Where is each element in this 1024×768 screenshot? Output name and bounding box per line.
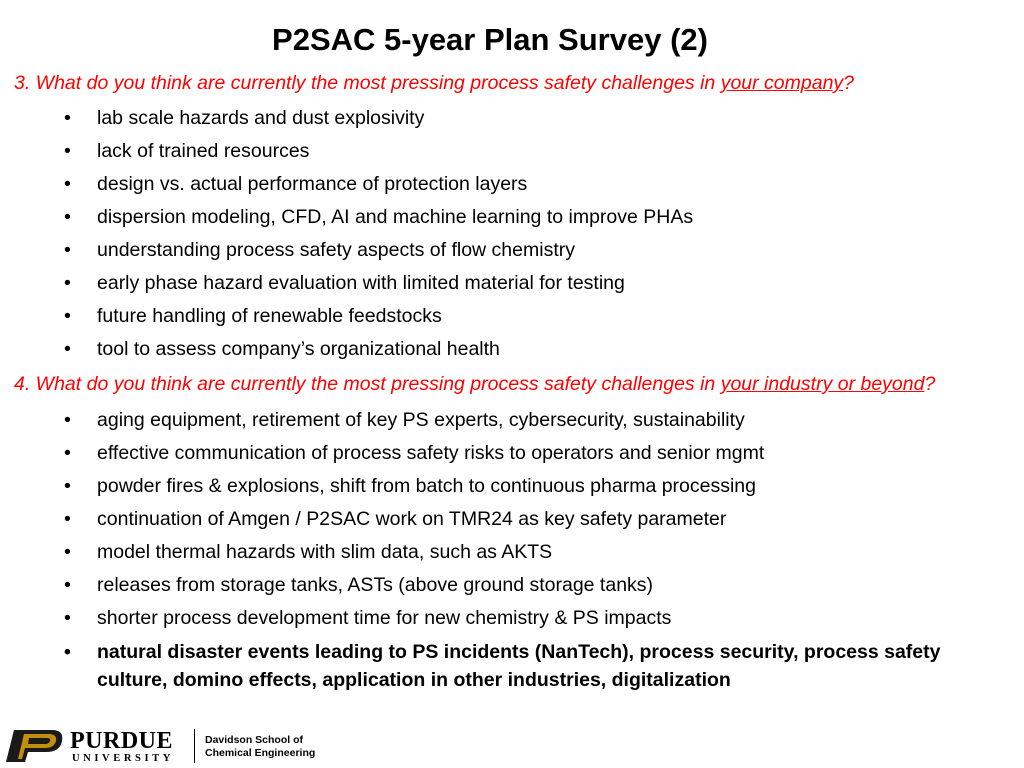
bullet-icon: •: [64, 409, 71, 431]
list-item: [0, 602, 1012, 635]
footer-logo: [0, 725, 320, 767]
answer-text: continuation of Amgen / P2SAC work on TMR24 as key safety parameter: [97, 508, 727, 530]
answer-text: lab scale hazards and dust explosivity: [97, 107, 425, 129]
bullet-icon: •: [64, 239, 71, 261]
question-3-emphasis: your company: [720, 72, 844, 94]
question-3-answers: [0, 102, 1024, 366]
bullet-icon: •: [64, 272, 71, 294]
answer-text: model thermal hazards with slim data, such as AKTS: [97, 541, 553, 563]
list-item: [0, 168, 1012, 201]
bullet-icon: •: [64, 541, 71, 563]
bullet-icon: •: [64, 641, 71, 663]
bullet-icon: •: [64, 442, 71, 464]
answer-text: shorter process development time for new chemistry & PS impacts: [97, 607, 672, 629]
bullet-icon: •: [64, 508, 71, 530]
answer-text: dispersion modeling, CFD, AI and machine learning to improve PHAs: [97, 206, 694, 228]
slide-title: P2SAC 5-year Plan Survey (2): [272, 22, 708, 57]
answer-text: aging equipment, retirement of key PS experts, cybersecurity, sustainability: [97, 409, 745, 431]
logo-divider: [194, 729, 195, 763]
answer-text: early phase hazard evaluation with limited material for testing: [97, 272, 625, 294]
bullet-icon: •: [64, 475, 71, 497]
bullet-icon: •: [64, 140, 71, 162]
answer-text: future handling of renewable feedstocks: [97, 305, 442, 327]
logo-wordmark: PURDUE: [70, 728, 173, 754]
list-item: [0, 234, 1012, 267]
purdue-p-icon: [4, 728, 66, 764]
list-item: [0, 102, 1012, 135]
list-item: [0, 333, 1012, 366]
answer-text: natural disaster events leading to PS incidents (NanTech), process security, process safety culture, domino effects, application in other industries, digitalization: [97, 641, 941, 691]
answer-text: design vs. actual performance of protection layers: [97, 173, 528, 195]
department-line-1: Davidson School of: [205, 734, 304, 746]
bullet-icon: •: [64, 107, 71, 129]
question-3-suffix: ?: [843, 72, 855, 94]
answer-text: effective communication of process safety risks to operators and senior mgmt: [97, 442, 765, 464]
question-4-emphasis: your industry or beyond: [720, 373, 925, 395]
answer-text: releases from storage tanks, ASTs (above ground storage tanks): [97, 574, 654, 596]
list-item-highlight: [0, 638, 1012, 694]
question-3: [14, 70, 1024, 96]
list-item: [0, 437, 1012, 470]
question-3-prefix: 3. What do you think are currently the most pressing process safety challenges in: [14, 72, 721, 94]
list-item: [0, 470, 1012, 503]
department-line-2: Chemical Engineering: [205, 747, 316, 759]
question-4-answers: [0, 404, 1024, 694]
list-item: [0, 404, 1012, 437]
question-4-prefix: 4. What do you think are currently the most pressing process safety challenges in: [14, 373, 721, 395]
bullet-icon: •: [64, 574, 71, 596]
answer-text: understanding process safety aspects of flow chemistry: [97, 239, 575, 261]
bullet-icon: •: [64, 607, 71, 629]
question-4: [14, 371, 1024, 397]
list-item: [0, 300, 1012, 333]
list-item: [0, 135, 1012, 168]
slide-content: [0, 70, 1024, 694]
list-item: [0, 201, 1012, 234]
bullet-icon: •: [64, 305, 71, 327]
question-4-suffix: ?: [924, 373, 936, 395]
list-item: [0, 536, 1012, 569]
answer-text: lack of trained resources: [97, 140, 310, 162]
list-item: [0, 267, 1012, 300]
department-name: [205, 734, 315, 760]
list-item: [0, 503, 1012, 536]
bullet-icon: •: [64, 206, 71, 228]
bullet-icon: •: [64, 338, 71, 360]
answer-text: powder fires & explosions, shift from batch to continuous pharma processing: [97, 475, 757, 497]
bullet-icon: •: [64, 173, 71, 195]
list-item: [0, 569, 1012, 602]
answer-text: tool to assess company’s organizational health: [97, 338, 500, 360]
logo-subtitle: UNIVERSITY: [72, 753, 174, 764]
